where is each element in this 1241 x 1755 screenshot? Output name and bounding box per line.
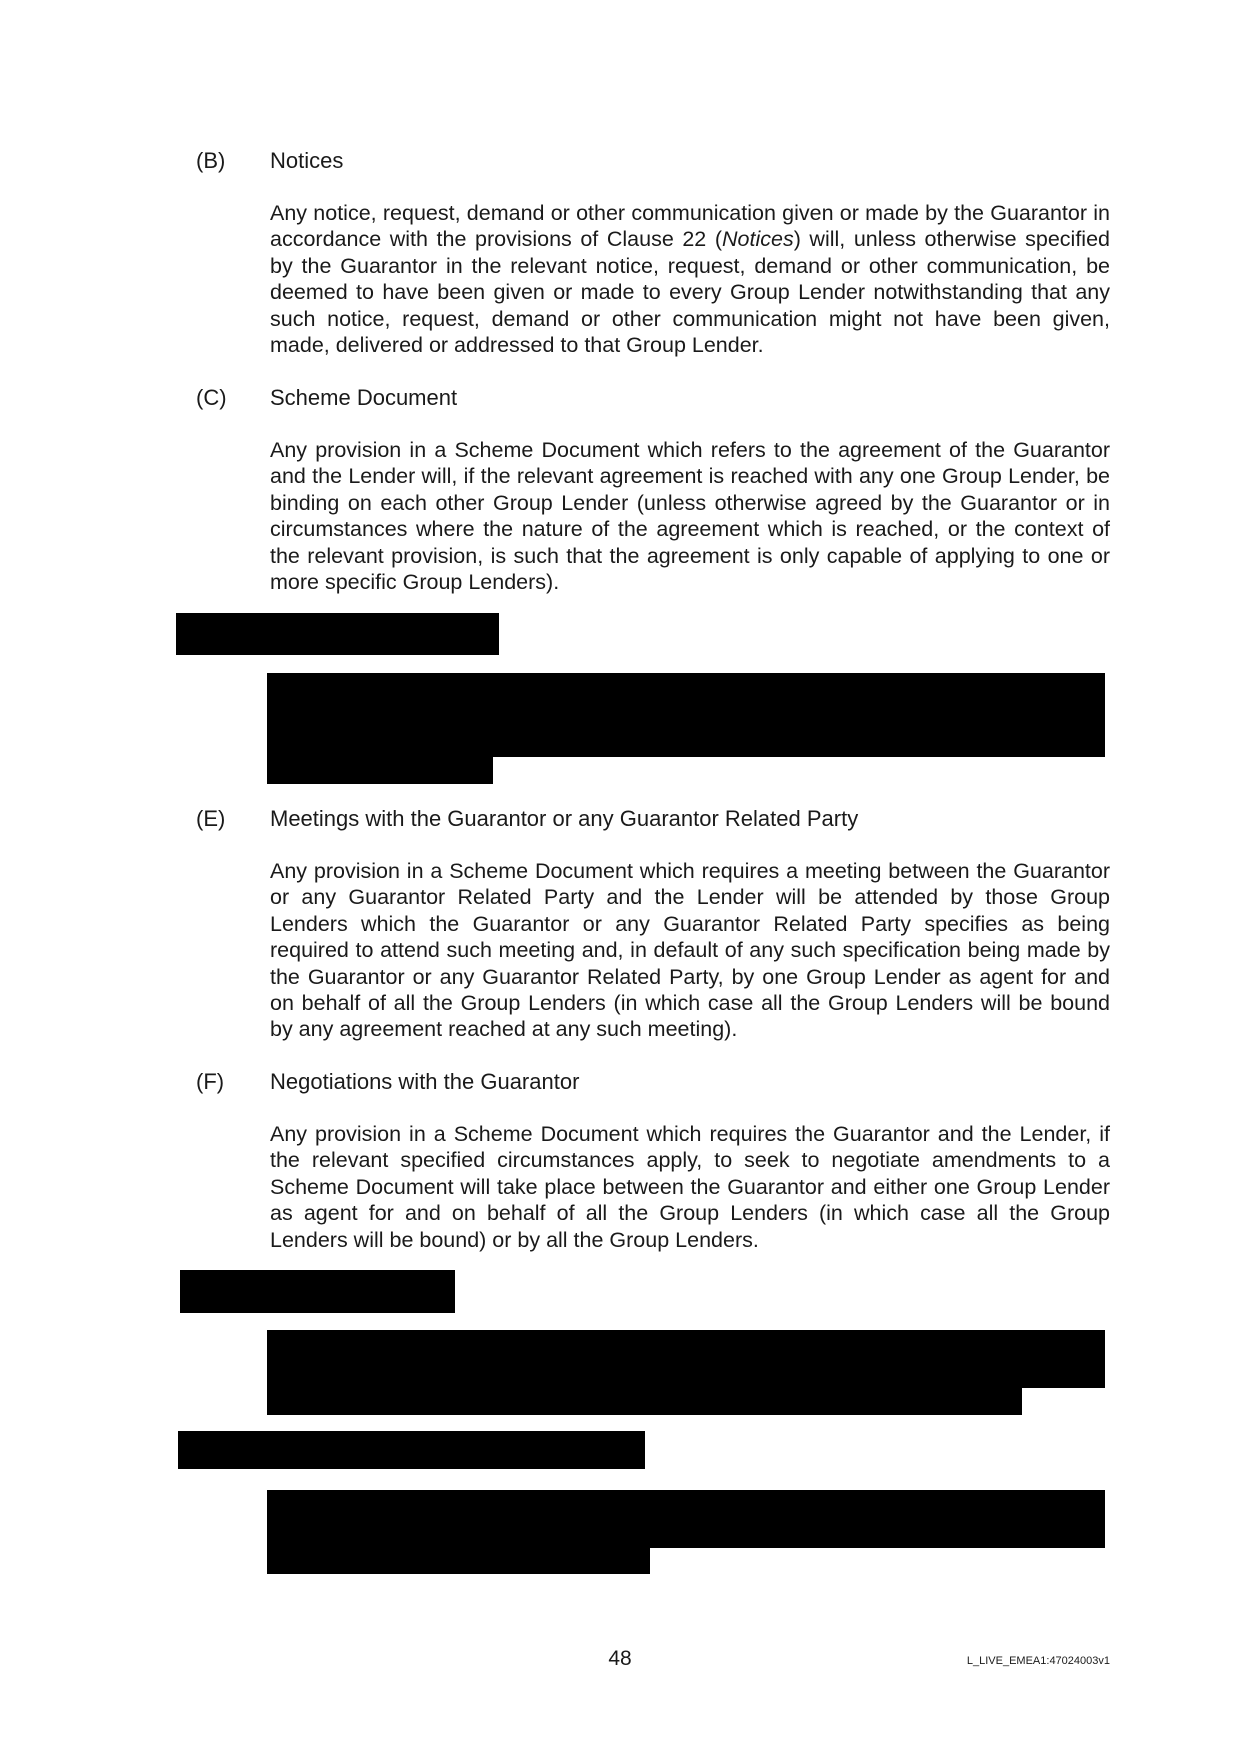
clause-title-negotiations: Negotiations with the Guarantor xyxy=(270,1069,580,1094)
clause-title-notices: Notices xyxy=(270,148,344,173)
clause-body-meetings: Any provision in a Scheme Document which requires a meeting between the Guarantor or any Guarantor Related Party and the Lender will be attended by those Group Lenders which the Guarantor or any Guarantor Related Party specifies as being required to attend such meeting and, in default of any such specification being made by the Guarantor or any Guarantor Related Party, by one Group Lender as agent for and on behalf of all the Group Lenders (in which case all the Group Lenders will be bound by any agreement reached at any such meeting). xyxy=(270,859,1110,1042)
clause-body-notices xyxy=(270,200,1110,358)
clause-body-notices-part1: Any notice, request, demand or other communication given or made by the Guarantor in accordance with the provisions of Clause 22 ( xyxy=(270,201,1110,252)
clause-body-scheme-document: Any provision in a Scheme Document which refers to the agreement of the Guarantor and the Lender will, if the relevant agreement is reached with any one Group Lender, be binding on each other Group Lender (unless otherwise agreed by the Guarantor or in circumstances where the nature of the agreement which is reached, or the context of the relevant provision, is such that the agreement is only capable of applying to one or more specific Group Lenders). xyxy=(270,438,1110,595)
redaction-block xyxy=(178,1431,645,1469)
page-number: 48 xyxy=(608,1647,632,1670)
clause-number-f: (F) xyxy=(196,1069,225,1094)
redaction-block xyxy=(267,757,493,784)
redaction-block xyxy=(267,1490,1105,1548)
document-reference: L_LIVE_EMEA1:47024003v1 xyxy=(966,1655,1110,1667)
clause-number-e: (E) xyxy=(196,806,226,831)
clause-title-scheme-document: Scheme Document xyxy=(270,385,458,410)
clause-body-negotiations: Any provision in a Scheme Document which requires the Guarantor and the Lender, if the relevant specified circumstances apply, to seek to negotiate amendments to a Scheme Document will take place between the Guarantor and either one Group Lender as agent for and on behalf of all the Group Lenders (in which case all the Group Lenders will be bound) or by all the Group Lenders. xyxy=(270,1122,1110,1252)
clause-number-b: (B) xyxy=(196,148,226,173)
clause-reference-notices: Notices xyxy=(722,227,794,252)
redaction-block xyxy=(267,1330,1105,1388)
redaction-block xyxy=(267,1388,1022,1415)
clause-number-c: (C) xyxy=(196,385,227,410)
clause-title-meetings: Meetings with the Guarantor or any Guarantor Related Party xyxy=(270,806,859,831)
clause-body-notices-part2: ) will, unless otherwise specified by the Guarantor in the relevant notice, request, demand or other communication, be deemed to have been given or made to every Group Lender notwithstanding that any such notice, request, demand or other communication might not have been given, made, delivered or addressed to that Group Lender. xyxy=(270,227,1110,358)
redaction-block xyxy=(267,673,1105,757)
redaction-block xyxy=(180,1270,455,1313)
redaction-block xyxy=(176,613,499,655)
redaction-block xyxy=(267,1548,650,1574)
